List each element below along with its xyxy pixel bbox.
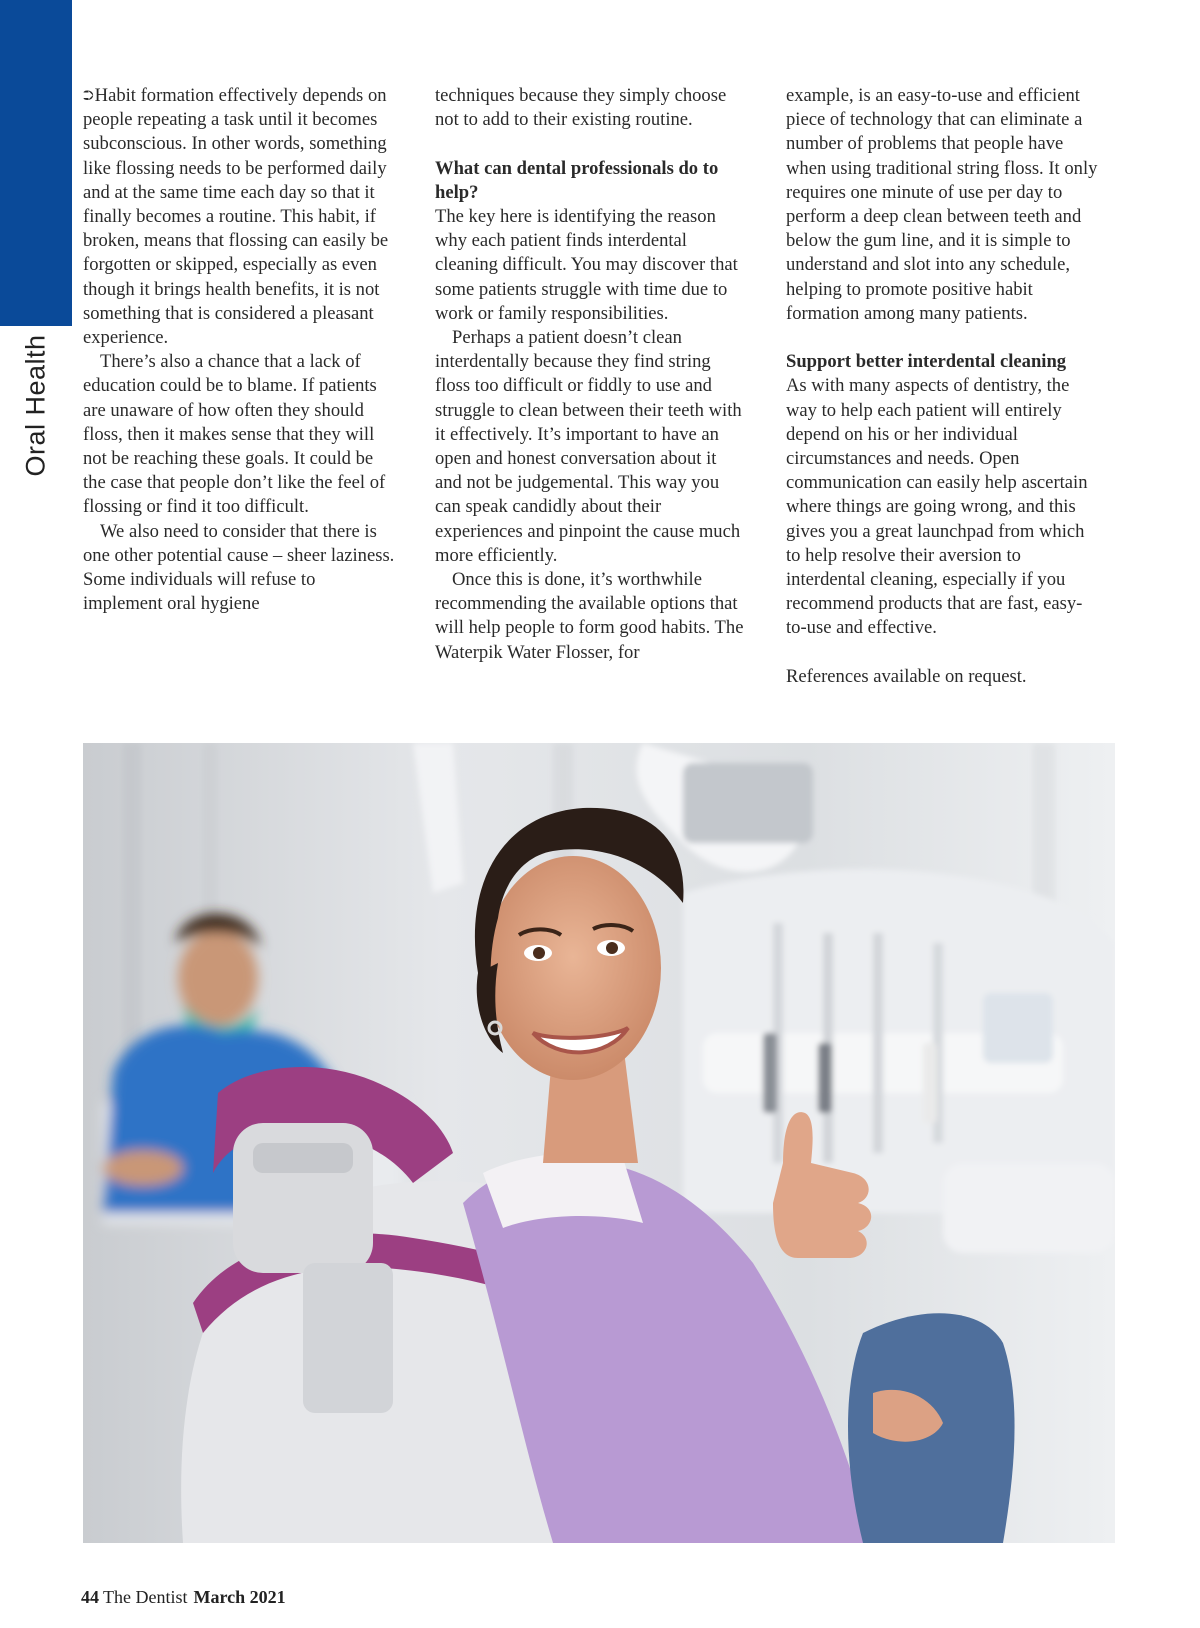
article-column-2 [435, 84, 747, 665]
paragraph: We also need to consider that there is one other potential cause – sheer laziness. Some individuals will refuse to implement oral hygiene [83, 520, 395, 615]
paragraph: As with many aspects of dentistry, the way to help each patient will entirely depend on his or her individual circumstances and needs. Open communication can easily help ascertain where things are going wrong, and this gives you a great launchpad from which to help resolve their aversion to interdental cleaning, especially if you recommend products that are fast, easy-to-use and effective. [786, 375, 1088, 639]
section-label [10, 330, 62, 480]
paragraph-text: Habit formation effectively depends on people repeating a task until it becomes subconscious. In other words, something like flossing needs to be performed daily and at the same time each day so that it finally becomes a routine. This habit, if broken, means that flossing can easily be forgotten or skipped, especially as even though it brings health benefits, it is not something that is considered a pleasant experience. [83, 85, 389, 349]
section-color-bar [0, 0, 72, 326]
paragraph: example, is an easy-to-use and efficient piece of technology that can eliminate a number of problems that people have when using traditional string floss. It only requires one minute of use per day to perform a deep clean between teeth and below the gum line, and it is simple to understand and slot into any schedule, helping to promote positive habit formation among many patients. [786, 85, 1098, 324]
subheading: What can dental professionals do to help? [435, 157, 719, 203]
photo-illustration [83, 743, 1115, 1543]
article-column-1 [83, 84, 395, 616]
paragraph: The key here is identifying the reason why each patient finds interdental cleaning difficult. You may discover that some patients struggle with time due to work or family responsibilities. [435, 206, 738, 324]
paragraph [83, 84, 395, 350]
page-footer [81, 1587, 286, 1608]
spacer [786, 641, 1098, 665]
continued-arrow-icon: ⮊ [83, 88, 94, 104]
references-note: References available on request. [786, 665, 1027, 687]
paragraph: Once this is done, it’s worthwhile recommending the available options that will help people to form good habits. The Waterpik Water Flosser, for [435, 569, 744, 663]
paragraph: There’s also a chance that a lack of education could be to blame. If patients are unaware of how often they should floss, then it makes sense that they will not be reaching these goals. It could be the case that people don’t like the feel of flossing or find it too difficult. [83, 351, 386, 518]
publication-name: The Dentist [103, 1587, 188, 1607]
paragraph: Perhaps a patient doesn’t clean interdentally because they find string floss too difficult or fiddly to use and struggle to clean between their teeth with it effectively. It’s important to have an open and honest conversation about it and not be judgemental. This way you can speak candidly about their experiences and pinpoint the cause much more efficiently. [435, 327, 742, 566]
paragraph: techniques because they simply choose not to add to their existing routine. [435, 85, 727, 131]
page-number: 44 [81, 1587, 99, 1607]
issue-date: March 2021 [193, 1587, 286, 1607]
article-column-3 [786, 84, 1098, 689]
subheading: Support better interdental cleaning [786, 351, 1067, 373]
dental-patient-photo [83, 743, 1115, 1543]
section-label-text: Oral Health [20, 333, 51, 477]
